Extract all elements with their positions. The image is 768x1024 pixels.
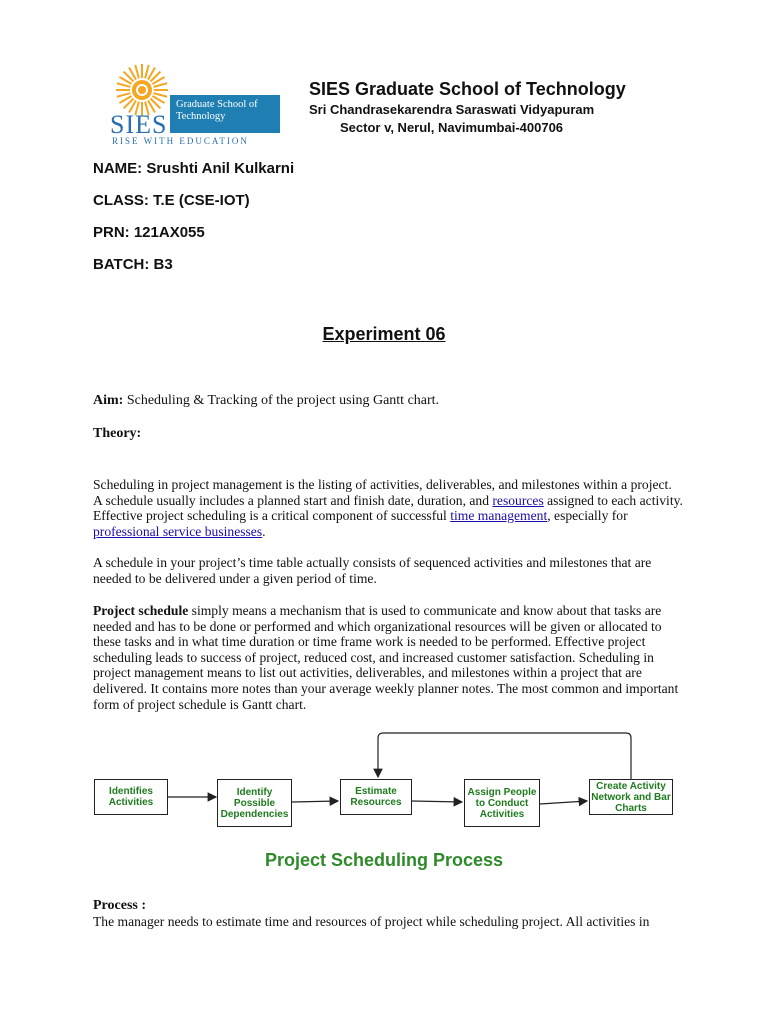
institution-logo [110, 62, 280, 150]
para3-text: simply means a mechanism that is used to communicate and know about that tasks are needed and has to be done or performed and which organizational resources will be given or allocated to these tasks and in what time duration or time frame work is needed to be performed. Effective project scheduling leads to success of project, reduced cost, and increased customer satisfaction. Scheduling in project management means to list out activities, deliverables, and milestones within a project that are delivered. It contains more notes than your average weekly planner notes. The most common and important form of project schedule is Gantt chart. [93, 603, 679, 712]
arrow-3-4 [412, 801, 462, 802]
link-professional-service-businesses[interactable]: professional service businesses [93, 523, 263, 539]
experiment-title: Experiment 06 [322, 324, 446, 344]
link-resources[interactable]: resources [492, 492, 544, 508]
institution-name: SIES Graduate School of Technology [309, 79, 626, 99]
feedback-arrow [378, 733, 631, 779]
institution-header [309, 78, 626, 137]
theory-heading: Theory: [93, 426, 142, 441]
flow-step-5: Create Activity Network and Bar Charts [589, 779, 673, 815]
para1-text-4: . [262, 523, 266, 539]
student-prn: PRN: 121AX055 [93, 224, 205, 241]
address-line-1: Sri Chandrasekarendra Saraswati Vidyapuram [309, 102, 595, 117]
diagram-caption: Project Scheduling Process [264, 850, 504, 870]
flow-step-4: Assign People to Conduct Activities [464, 779, 540, 827]
aim-line [93, 393, 439, 409]
project-scheduling-diagram [92, 730, 682, 830]
student-class: CLASS: T.E (CSE-IOT) [93, 192, 250, 209]
process-text: The manager needs to estimate time and resources of project while scheduling project. All activities in [93, 914, 650, 929]
para1-text-1: Scheduling in project management is the listing of activities, deliverables, and milestones within a project. A schedule usually includes a planned start and finish date, duration, and [93, 477, 672, 508]
flow-step-2: Identify Possible Dependencies [217, 779, 292, 827]
address-line-2: Sector v, Nerul, Navimumbai-400706 [340, 120, 564, 135]
arrow-2-3 [292, 801, 338, 802]
logo-main-text: SIES [110, 110, 168, 139]
logo-box-text: Graduate School of Technology [170, 95, 280, 133]
student-batch: BATCH: B3 [93, 256, 173, 273]
flow-step-1: Identifies Activities [94, 779, 168, 815]
link-time-management[interactable]: time management [450, 508, 548, 524]
logo-tagline: RISE WITH EDUCATION [112, 136, 249, 146]
student-name: NAME: Srushti Anil Kulkarni [93, 160, 295, 177]
para3-bold: Project schedule [93, 603, 189, 618]
para1-text-3: , especially for [547, 508, 628, 524]
paragraph-1 [93, 477, 683, 539]
aim-text: Scheduling & Tracking of the project using Gantt chart. [123, 393, 440, 408]
para1-text-2: assigned to each activity. Effective project scheduling is a critical component of successful [93, 492, 683, 524]
paragraph-2: A schedule in your project’s time table actually consists of sequenced activities and milestones that are needed to be delivered under a given period of time. [93, 555, 652, 586]
aim-label: Aim: [93, 393, 124, 408]
arrow-4-5 [540, 801, 587, 804]
process-heading: Process : [93, 898, 146, 913]
paragraph-3 [93, 603, 683, 712]
flow-step-3: Estimate Resources [340, 779, 412, 815]
